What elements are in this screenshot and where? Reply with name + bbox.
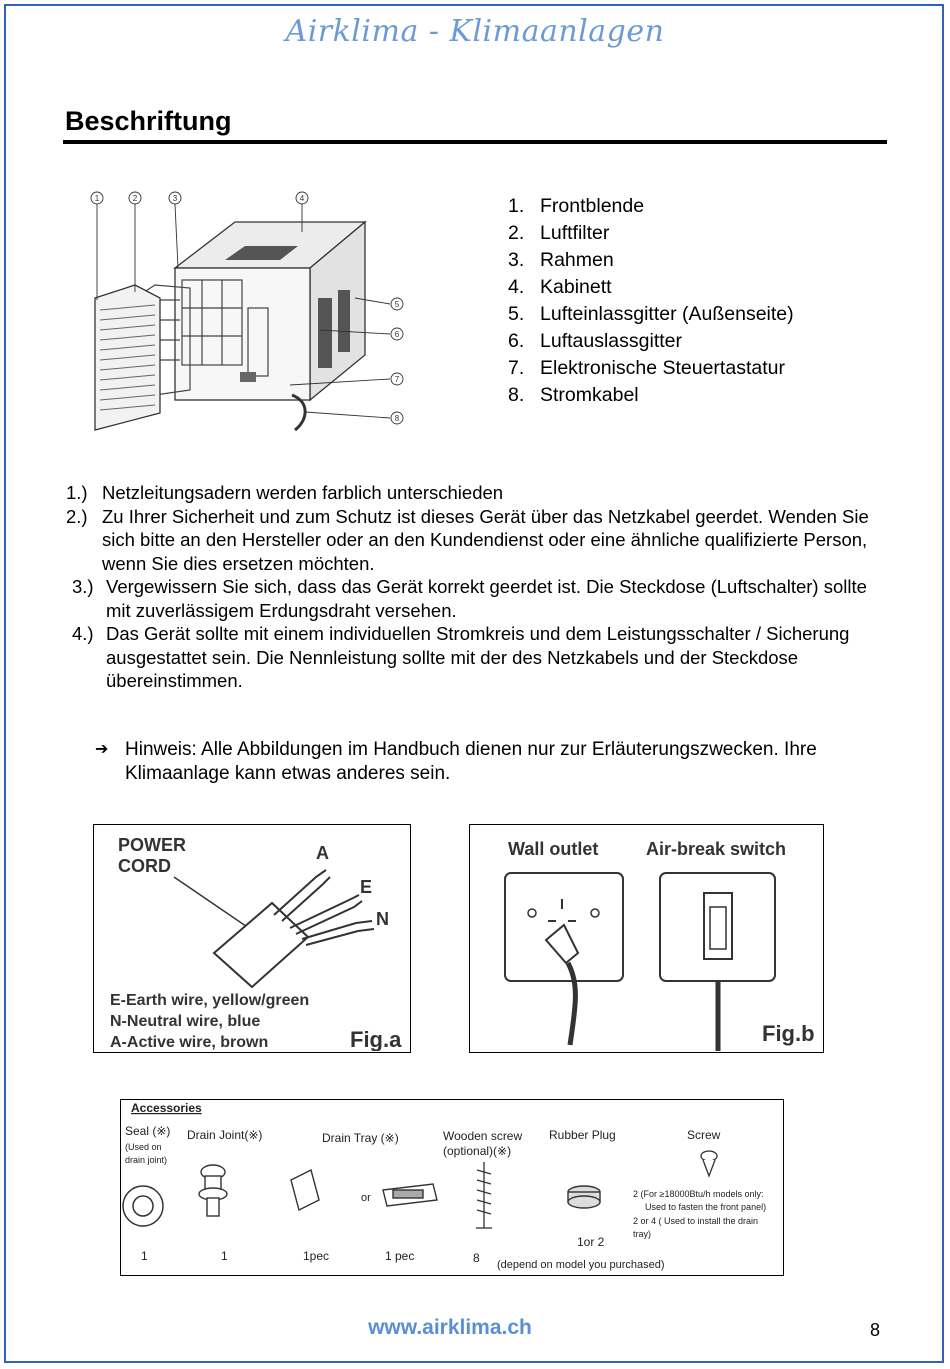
screw-note-line3: 2 or 4 ( Used to install the drain <box>633 1216 759 1226</box>
part-number: 6. <box>508 330 525 352</box>
arrow-icon: ➔ <box>95 741 109 758</box>
parts-list-item <box>508 301 794 328</box>
page-number: 8 <box>870 1320 881 1340</box>
part-label: Lufteinlassgitter (Außenseite) <box>540 303 794 325</box>
drain-tray-icon <box>291 1170 437 1210</box>
accessories-title: Accessories <box>131 1101 202 1115</box>
part-number: 5. <box>508 303 525 325</box>
title-rule <box>63 140 887 144</box>
fig-b-caption: Fig.b <box>762 1021 815 1046</box>
wire-a-label: A <box>316 843 329 863</box>
qty-drain-tray-2: 1 pec <box>385 1249 415 1263</box>
safety-notes <box>66 481 896 693</box>
callout-1: 1 <box>94 194 100 203</box>
part-number: 8. <box>508 384 525 406</box>
fig-a-caption: Fig.a <box>350 1027 402 1051</box>
legend-neutral: N-Neutral wire, blue <box>110 1013 261 1030</box>
drain-joint-icon <box>199 1165 227 1216</box>
callout-8: 8 <box>394 414 400 423</box>
figure-a-power-cord <box>93 824 411 1053</box>
callout-7: 7 <box>394 375 400 384</box>
note-text: Zu Ihrer Sicherheit und zum Schutz ist dieses Gerät über das Netzkabel geerdet. Wenden Sie sich bitte an den Hersteller oder an den Kundendienst oder eine ähnliche qualifizierte Person, wenn Sie dies ersetzen möchten. <box>102 505 869 574</box>
part-label: Elektronische Steuertastatur <box>540 357 785 379</box>
part-number: 4. <box>508 276 525 298</box>
note-number: 4.) <box>72 623 94 644</box>
screw-note-line4: tray) <box>633 1229 651 1239</box>
part-label: Rahmen <box>540 249 614 271</box>
part-number: 1. <box>508 195 525 217</box>
callout-4: 4 <box>299 194 305 203</box>
part-label: Luftfilter <box>540 222 610 244</box>
qty-wood-note: (depend on model you purchased) <box>497 1259 665 1271</box>
safety-note <box>66 622 896 693</box>
seal-note-line2: drain joint) <box>125 1155 168 1165</box>
parts-list <box>508 193 794 409</box>
safety-note <box>66 505 896 576</box>
wall-outlet-label: Wall outlet <box>508 839 599 859</box>
callout-2: 2 <box>132 194 138 203</box>
brand-header: Airklima - Klimaanlagen <box>285 14 665 49</box>
part-number: 3. <box>508 249 525 271</box>
parts-list-item <box>508 355 794 382</box>
note-number: 2.) <box>66 505 88 527</box>
note-number: 1.) <box>66 482 88 503</box>
fig-a-title-line1: POWER <box>118 835 187 855</box>
legend-active: A-Active wire, brown <box>110 1034 269 1051</box>
section-title: Beschriftung <box>65 106 232 136</box>
qty-wooden-screw: 8 <box>473 1251 480 1265</box>
rubber-plug-icon <box>568 1186 600 1208</box>
qty-drain-joint: 1 <box>221 1249 228 1263</box>
power-cord-illustration <box>94 825 409 1051</box>
safety-note <box>66 575 896 622</box>
accessories-panel <box>120 1099 784 1276</box>
part-label: Frontblende <box>540 195 645 217</box>
callout-6: 6 <box>394 330 400 339</box>
callout-5: 5 <box>394 300 400 309</box>
safety-note <box>66 481 896 505</box>
wooden-screw-label: Wooden screw <box>443 1129 523 1143</box>
qty-seal: 1 <box>141 1249 148 1263</box>
seal-label: Seal (※) <box>125 1124 171 1138</box>
screw-label: Screw <box>687 1128 721 1142</box>
qty-rubber-plug: 1or 2 <box>577 1235 605 1249</box>
qty-drain-tray-1: 1pec <box>303 1249 330 1263</box>
hint-note <box>95 738 895 786</box>
wooden-screw-optional: (optional)(※) <box>443 1144 512 1158</box>
seal-note-line1: (Used on <box>125 1142 162 1152</box>
screw-note-line2: Used to fasten the front panel) <box>645 1202 767 1212</box>
wire-n-label: N <box>376 909 389 929</box>
part-label: Luftauslassgitter <box>540 330 682 352</box>
note-text: Das Gerät sollte mit einem individuellen Stromkreis und dem Leistungsschalter / Sicherung ausgestattet sein. Die Nennleistung sollte mit der des Netzkabels und der Steckdose übereinstimmen. <box>106 623 850 691</box>
ac-exploded-diagram <box>60 180 430 435</box>
wire-e-label: E <box>360 877 373 897</box>
part-label: Kabinett <box>540 276 612 298</box>
part-label: Stromkabel <box>540 384 639 406</box>
parts-list-item <box>508 247 794 274</box>
part-number: 7. <box>508 357 525 379</box>
accessories-illustration <box>121 1100 782 1274</box>
parts-list-item <box>508 328 794 355</box>
callout-3: 3 <box>172 194 178 203</box>
outlet-switch-illustration <box>470 825 822 1051</box>
wooden-screw-icon <box>476 1162 492 1228</box>
part-number: 2. <box>508 222 525 244</box>
air-break-switch-label: Air-break switch <box>646 839 787 859</box>
footer-url[interactable]: www.airklima.ch <box>368 1316 532 1339</box>
legend-earth: E-Earth wire, yellow/green <box>110 992 310 1009</box>
rubber-plug-label: Rubber Plug <box>549 1128 616 1142</box>
drain-tray-label: Drain Tray (※) <box>322 1131 399 1145</box>
figure-b-outlet-switch <box>469 824 824 1053</box>
screw-note-line1: 2 (For ≥18000Btu/h models only: <box>633 1189 764 1199</box>
parts-list-item <box>508 274 794 301</box>
screw-icon <box>701 1151 717 1176</box>
drain-joint-label: Drain Joint(※) <box>187 1128 263 1142</box>
or-label: or <box>361 1192 371 1204</box>
parts-list-item <box>508 220 794 247</box>
parts-list-item <box>508 193 794 220</box>
hint-text: Hinweis: Alle Abbildungen im Handbuch dienen nur zur Erläuterungszwecken. Ihre Klimaanlage kann etwas anderes sein. <box>125 739 817 784</box>
fig-a-title-line2: CORD <box>118 856 171 876</box>
note-text: Netzleitungsadern werden farblich unterschieden <box>102 482 504 503</box>
note-text: Vergewissern Sie sich, dass das Gerät korrekt geerdet ist. Die Steckdose (Luftschalter) sollte mit zuverlässigem Erdungsdraht versehen. <box>106 576 867 621</box>
parts-list-item <box>508 382 794 409</box>
note-number: 3.) <box>72 576 94 597</box>
